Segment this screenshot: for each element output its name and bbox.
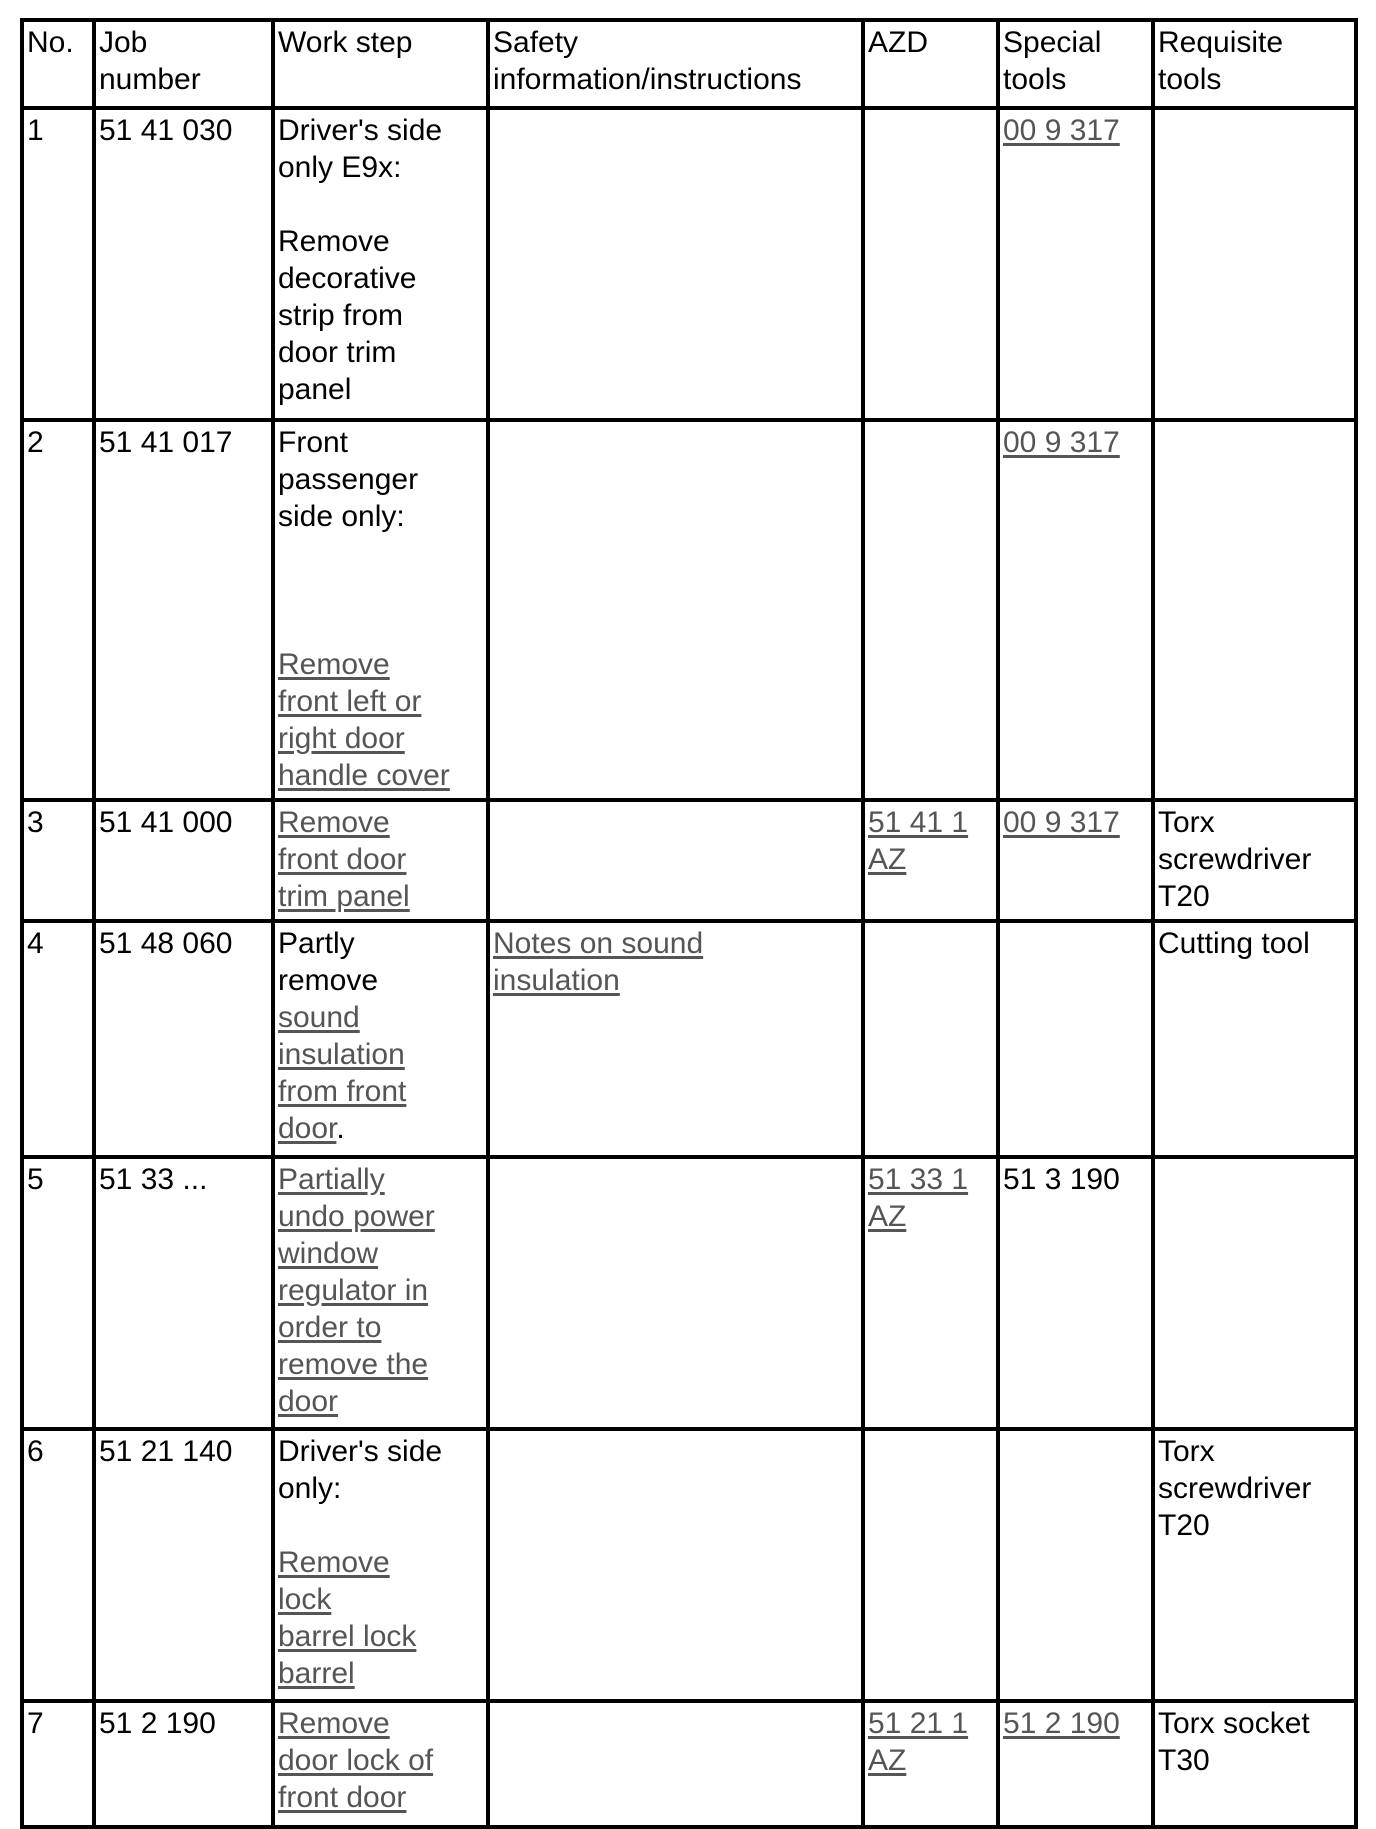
header-requisite-tools: Requisite tools bbox=[1153, 20, 1356, 108]
requisite-tools: Cutting tool bbox=[1153, 921, 1356, 1157]
step-number: 5 bbox=[22, 1157, 94, 1429]
header-job-number: Job number bbox=[94, 20, 273, 108]
requisite-tools bbox=[1153, 420, 1356, 800]
work-step: Driver's side only E9x: Remove decorative strip from door trim panel bbox=[273, 108, 488, 420]
table-row bbox=[22, 1701, 1356, 1827]
work-step: Driver's side only: Remove lock barrel lock barrel bbox=[273, 1429, 488, 1701]
work-step bbox=[273, 1701, 488, 1827]
job-number: 51 21 140 bbox=[94, 1429, 273, 1701]
azd-link[interactable]: 51 33 1 AZ bbox=[868, 1163, 969, 1233]
special-tool-link[interactable]: 00 9 317 bbox=[1003, 426, 1120, 459]
work-step-link[interactable]: Remove front left or right door handle cover bbox=[278, 648, 450, 792]
step-number: 3 bbox=[22, 800, 94, 921]
job-number: 51 41 030 bbox=[94, 108, 273, 420]
step-number: 4 bbox=[22, 921, 94, 1157]
header-azd: AZD bbox=[863, 20, 998, 108]
requisite-tools: Torx screwdriver T20 bbox=[1153, 1429, 1356, 1701]
work-step-link[interactable]: Remove front door trim panel bbox=[278, 806, 410, 913]
azd bbox=[863, 1701, 998, 1827]
azd bbox=[863, 800, 998, 921]
table-row bbox=[22, 1429, 1356, 1701]
special-tools bbox=[998, 420, 1153, 800]
work-steps-table bbox=[20, 18, 1358, 1829]
requisite-tools bbox=[1153, 108, 1356, 420]
requisite-tools: Torx screwdriver T20 bbox=[1153, 800, 1356, 921]
work-step-link[interactable]: sound insulation from front bbox=[278, 1001, 407, 1108]
work-step bbox=[273, 1157, 488, 1429]
azd bbox=[863, 921, 998, 1157]
special-tools bbox=[998, 108, 1153, 420]
job-number: 51 41 017 bbox=[94, 420, 273, 800]
table-row bbox=[22, 420, 1356, 800]
header-safety: Safety information/instructions bbox=[488, 20, 863, 108]
special-tool-link[interactable]: 51 2 190 bbox=[1003, 1707, 1120, 1740]
table-row bbox=[22, 108, 1356, 420]
azd bbox=[863, 420, 998, 800]
job-number: 51 2 190 bbox=[94, 1701, 273, 1827]
safety-info bbox=[488, 108, 863, 420]
work-step-link-end[interactable]: door bbox=[278, 1112, 337, 1145]
azd-link[interactable]: 51 41 1 AZ bbox=[868, 806, 969, 876]
work-step bbox=[273, 800, 488, 921]
safety-info bbox=[488, 420, 863, 800]
special-tool-link[interactable]: 00 9 317 bbox=[1003, 114, 1120, 147]
special-tools bbox=[998, 1701, 1153, 1827]
azd bbox=[863, 1157, 998, 1429]
safety-info bbox=[488, 1701, 863, 1827]
special-tool-link[interactable]: 00 9 317 bbox=[1003, 806, 1120, 839]
job-number: 51 33 ... bbox=[94, 1157, 273, 1429]
step-number: 6 bbox=[22, 1429, 94, 1701]
safety-info bbox=[488, 1157, 863, 1429]
step-number: 1 bbox=[22, 108, 94, 420]
step-suffix: . bbox=[336, 1112, 345, 1145]
safety-info bbox=[488, 921, 863, 1157]
header-no: No. bbox=[22, 20, 94, 108]
work-step: Front passenger side only: Remove front left or right door handle cover bbox=[273, 420, 488, 800]
azd-link[interactable]: 51 21 1 AZ bbox=[868, 1707, 969, 1777]
header-work-step: Work step bbox=[273, 20, 488, 108]
safety-info bbox=[488, 800, 863, 921]
work-step-link[interactable]: Partially undo power window regulator in order to remove the door bbox=[278, 1163, 435, 1418]
step-number: 2 bbox=[22, 420, 94, 800]
header-row bbox=[22, 20, 1356, 108]
work-step-link[interactable]: Remove door lock of front door bbox=[278, 1707, 434, 1814]
special-tools bbox=[998, 800, 1153, 921]
job-number: 51 48 060 bbox=[94, 921, 273, 1157]
special-tools bbox=[998, 921, 1153, 1157]
step-number: 7 bbox=[22, 1701, 94, 1827]
azd bbox=[863, 108, 998, 420]
special-tools: 51 3 190 bbox=[998, 1157, 1153, 1429]
table-row bbox=[22, 800, 1356, 921]
table-row bbox=[22, 921, 1356, 1157]
requisite-tools bbox=[1153, 1157, 1356, 1429]
header-special-tools: Special tools bbox=[998, 20, 1153, 108]
work-steps-page bbox=[20, 18, 1358, 1829]
safety-info bbox=[488, 1429, 863, 1701]
table-row bbox=[22, 1157, 1356, 1429]
azd bbox=[863, 1429, 998, 1701]
work-step-link[interactable]: Remove lock barrel lock barrel bbox=[278, 1546, 417, 1690]
job-number: 51 41 000 bbox=[94, 800, 273, 921]
special-tools bbox=[998, 1429, 1153, 1701]
work-step: Partly remove sound insulation from front door. bbox=[273, 921, 488, 1157]
safety-notes-link[interactable]: Notes on sound insulation bbox=[493, 927, 704, 997]
requisite-tools: Torx socket T30 bbox=[1153, 1701, 1356, 1827]
